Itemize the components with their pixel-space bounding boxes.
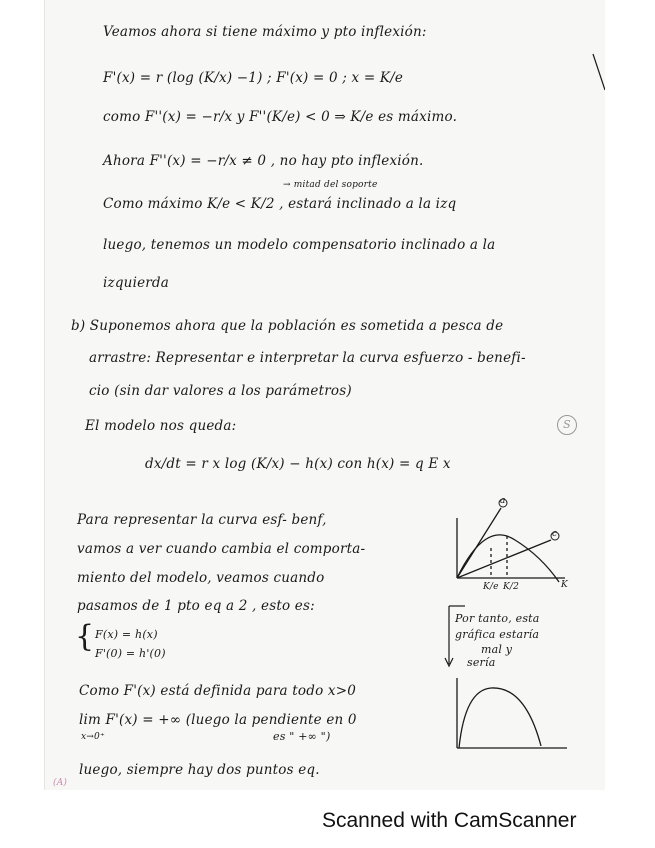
text-line-4: Ahora F''(x) = −r/x ≠ 0 , no hay pto inflexión. [103,153,424,169]
text-line-20: luego, siempre hay dos puntos eq. [79,762,320,778]
text-line-16: pasamos de 1 pto eq a 2 , esto es: [77,598,315,614]
note-line-1: Por tanto, esta [455,612,540,625]
text-line-14: vamos a ver cuando cambia el comporta- [77,541,366,557]
text-line-1: Veamos ahora si tiene máximo y pto inflexión: [103,24,427,40]
text-line-19-cont: es " +∞ ") [273,730,331,743]
scanned-page [44,0,605,790]
graph-label-k2: K/2 [503,582,520,592]
graph-label-ke: K/e [483,582,499,592]
text-line-19: lim F'(x) = +∞ (luego la pendiente en 0 [79,712,357,728]
upper-graph [457,508,565,582]
model-equation: dx/dt = r x log (K/x) − h(x) con h(x) = q E x [145,456,451,472]
text-line-13: Para representar la curva esf- benf, [77,512,327,528]
limit-subscript: x→0⁺ [81,732,105,742]
text-line-18: Como F'(x) está definida para todo x>0 [79,683,357,699]
circle-mark: S [557,415,577,435]
scan-artifact [593,54,605,90]
growth-curve [457,535,559,582]
line-c [457,540,551,578]
line-a [457,508,501,578]
text-line-9: arrastre: Representar e interpretar la curva esfuerzo - benefi- [89,350,526,366]
note-bracket [445,606,465,666]
brace: { [75,619,95,654]
text-line-11: El modelo nos queda: [85,418,237,434]
text-line-10: cio (sin dar valores a los parámetros) [89,383,352,399]
condition-2: F'(0) = h'(0) [95,647,166,660]
text-line-7: izquierda [103,275,170,291]
margin-mark: (A) [53,778,68,788]
text-line-2: F'(x) = r (log (K/x) −1) ; F'(x) = 0 ; x = K/e [103,70,404,86]
graph-label-c: c [552,529,558,539]
note-line-3: mal y [481,643,513,656]
text-line-5: Como máximo K/e < K/2 , estará inclinado a la izq [103,196,457,212]
lower-graph [457,678,567,748]
condition-1: F(x) = h(x) [95,628,158,641]
graph-label-a: a [500,496,506,506]
note-line-4: sería [467,656,496,669]
effort-benefit-curve [459,688,541,748]
annotation-mitad: → mitad del soporte [283,180,378,190]
scanner-watermark: Scanned with CamScanner [322,809,577,832]
text-line-15: miento del modelo, veamos cuando [77,570,325,586]
text-line-8: b) Suponemos ahora que la población es sometida a pesca de [71,318,504,334]
note-line-2: gráfica estaría [455,628,540,641]
text-line-6: luego, tenemos un modelo compensatorio inclinado a la [103,237,496,253]
sketch-graphs [45,0,605,790]
graph-label-k: K [561,580,568,590]
text-line-3: como F''(x) = −r/x y F''(K/e) < 0 ⇒ K/e es máximo. [103,109,458,125]
